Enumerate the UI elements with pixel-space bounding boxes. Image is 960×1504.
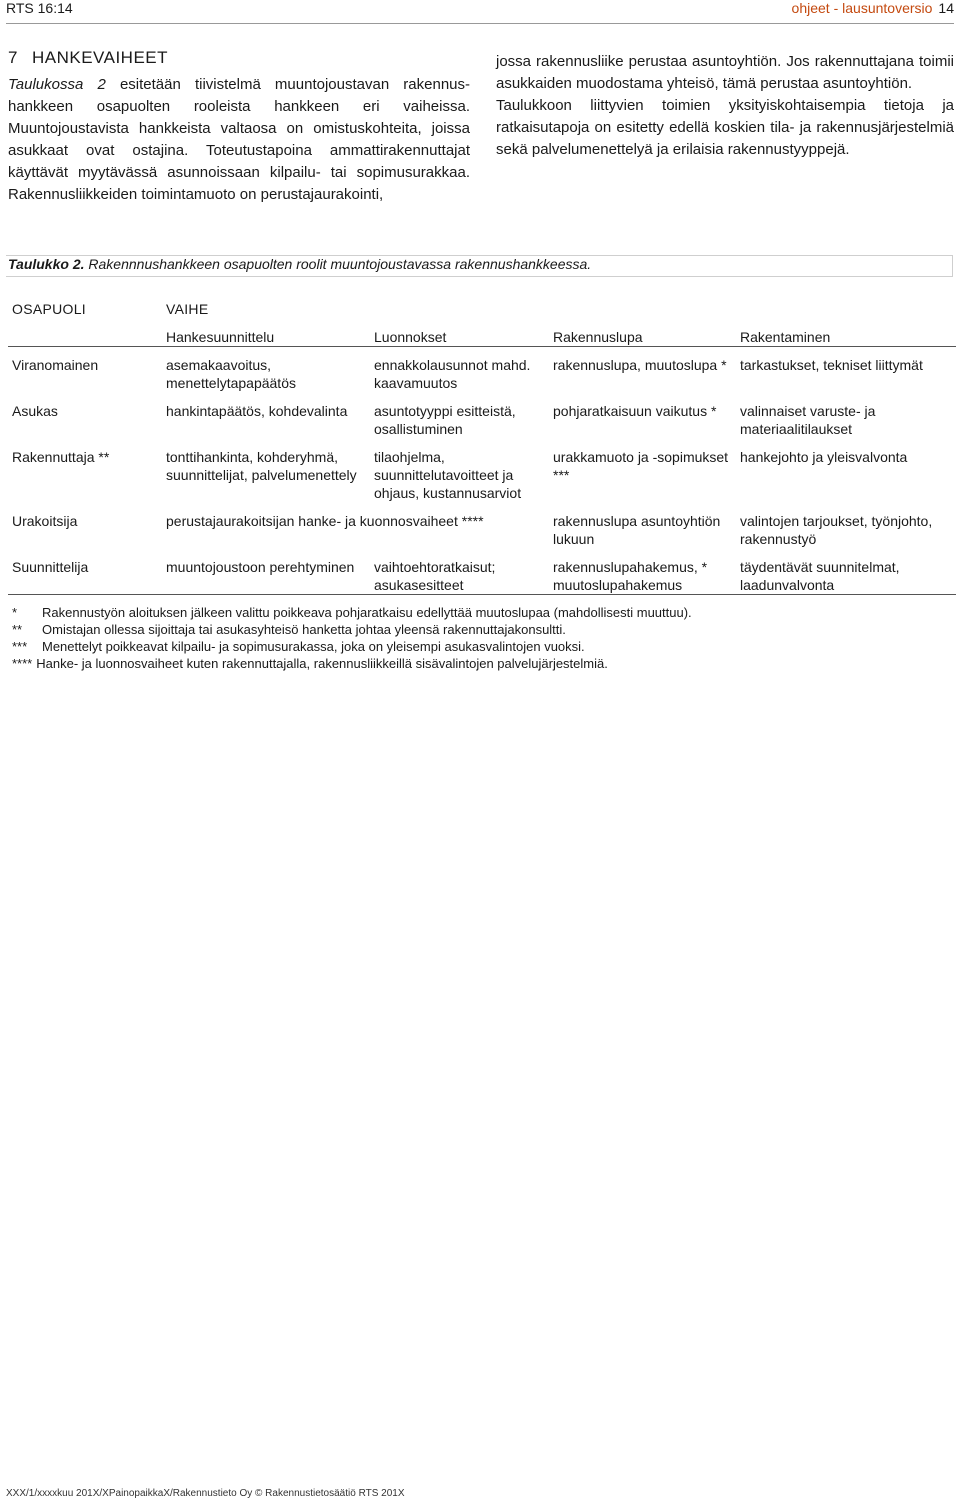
footnote [12,604,692,621]
page-number: 14 [938,0,954,16]
phase-header: Rakennuslupa [553,329,643,345]
footnote [12,655,692,672]
table-cell: asuntotyyppi esitteistä, osallistuminen [374,403,516,437]
body-paragraph: Taulukkoon liittyvien toimien yksityiskohtaisempia tietoja ja ratkaisutapoja on esitetty edellä koskien tila- ja rakennusjärjestelmiä sekä palvelumenettelyä ja erilaisia rakennustyyppejä. [496,97,954,158]
row-party: Asukas [12,403,58,419]
table-cell: urakkamuoto ja -sopimukset *** [553,449,729,483]
table-cell: rakennuslupahakemus, * muutoslupahakemus [553,559,708,593]
table-cell: hankintapäätös, kohdevalinta [166,403,348,419]
table-reference: Taulukossa 2 [8,76,106,93]
phase-header: Luonnokset [374,329,447,345]
table-cell: pohjaratkaisuun vaikutus * [553,403,717,419]
body-paragraph: jossa rakennusliike perustaa asuntoyhtiön. Jos rakennuttajana toimii asukkaiden muodostama yhteisö, tämä perustaa asuntoyhtiön. [496,53,954,92]
document-status [792,0,954,16]
table-cell: rakennuslupa, muutoslupa * [553,357,727,373]
footnote-mark: ** [12,622,23,637]
footnote-mark: * [12,605,18,620]
phase-header: Hankesuunnittelu [166,329,275,345]
column-header-party: OSAPUOLI [12,301,86,317]
table-footnotes [12,604,692,672]
table-cell: rakennuslupa asuntoyhtiön lukuun [553,513,721,547]
table-cell: tonttihankinta, kohderyhmä, suunnittelijat, palvelumenettely [166,449,357,483]
table-cell: täydentävät suunnitelmat, laadunvalvonta [740,559,900,593]
body-text-left: esitetään tiivistelmä muuntojoustavan rakennus-hankkeen osapuolten rooleista hankkeen eri vaiheissa. Muuntojoustavista hankkeista valtaosa on omistuskohteita, joissa asukkaat ovat ostajina. Toteutustapoina ammattirakennuttajat käyttävät myytävässä asunnoissaan kilpailu- tai sopimusurakkaa. Rakennusliikkeiden toimintamuoto on perustajaurakointi, [8,76,471,203]
row-party: Rakennuttaja ** [12,449,110,465]
table-bottom-rule [8,594,956,595]
document-status-label: ohjeet - lausuntoversio [791,0,933,16]
page-footer: XXX/1/xxxxkuu 201X/XPainopaikkaX/Rakennustieto Oy © Rakennustietosäätiö RTS 201X [6,1488,405,1499]
footnote-text: Hanke- ja luonnosvaiheet kuten rakennuttajalla, rakennusliikkeillä sisävalintojen palvelujärjestelmiä. [36,656,608,671]
row-party: Urakoitsija [12,513,78,529]
phase-header: Rakentaminen [740,329,831,345]
footnote-text: Rakennustyön aloituksen jälkeen valittu poikkeava pohjaratkaisu edellyttää muutoslupaa (mahdollisesti muuttuu). [42,605,692,620]
document-code: RTS 16:14 [6,0,73,16]
table-cell-span: perustajaurakoitsijan hanke- ja kuonnosvaiheet **** [166,513,484,529]
table-cell: muuntojoustoon perehtyminen [166,559,355,575]
table-cell: asemakaavoitus, menettelytapapäätös [166,357,296,391]
section-title: HANKEVAIHEET [31,48,169,67]
table-caption [8,256,591,272]
table-header-rule [8,346,956,347]
section-heading [8,48,168,68]
row-party: Suunnittelija [12,559,89,575]
section-number: 7 [8,48,18,67]
table-cell: vaihtoehtoratkaisut; asukasesitteet [374,559,496,593]
footnote-text: Menettelyt poikkeavat kilpailu- ja sopimusurakassa, joka on yleisempi asukasvalintojen vuoksi. [42,639,585,654]
table-cell: valinnaiset varuste- ja materiaalitilaukset [740,403,876,437]
footnote-text: Omistajan ollessa sijoittaja tai asukasyhteisö hanketta johtaa yleensä rakennuttajakonsultti. [42,622,566,637]
table-cell: tarkastukset, tekniset liittymät [740,357,923,373]
footnote-mark: *** [12,639,28,654]
header-divider [6,23,954,24]
body-column-left [8,74,470,206]
table-cell: ennakkolausunnot mahd. kaavamuutos [374,357,531,391]
footnote-mark: **** [12,656,33,671]
table-cell: hankejohto ja yleisvalvonta [740,449,908,465]
table-caption-label: Taulukko 2. [8,256,85,272]
table-cell: tilaohjelma, suunnittelutavoitteet ja ohjaus, kustannusarviot [374,449,522,501]
column-header-phase: VAIHE [166,301,209,317]
table-cell: valintojen tarjoukset, työnjohto, rakennustyö [740,513,933,547]
row-party: Viranomainen [12,357,99,373]
footnote [12,621,692,638]
body-column-right [496,51,954,161]
footnote [12,638,692,655]
table-caption-text: Rakennnushankkeen osapuolten roolit muuntojoustavassa rakennushankkeessa. [84,256,592,272]
